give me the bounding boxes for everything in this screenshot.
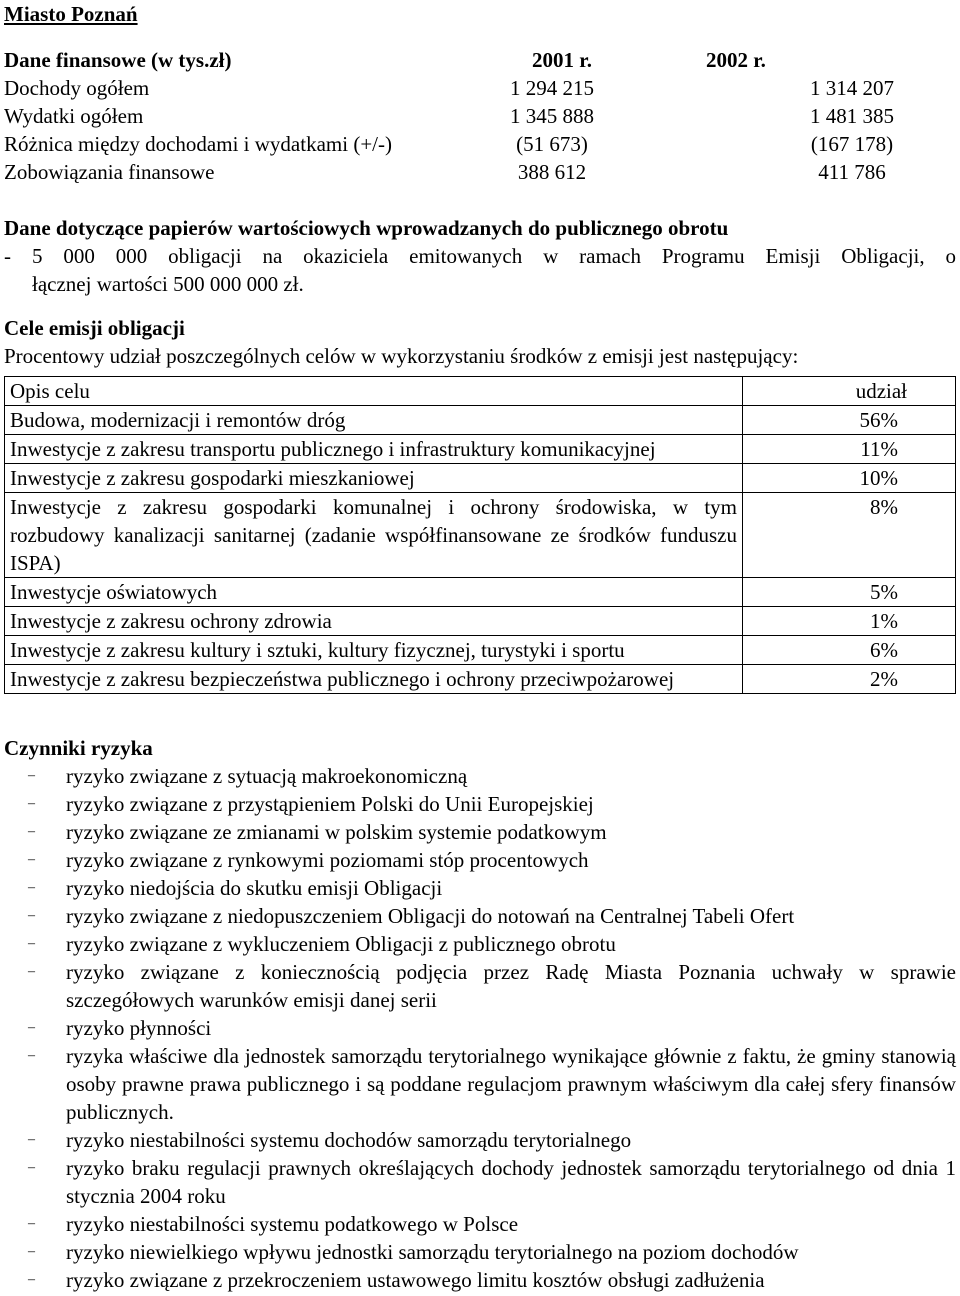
goal-description: Inwestycje z zakresu gospodarki komunalnej i ochrony środowiska, w tym rozbudowy kanalizacji sanitarnej (zadanie współfinansowane ze środków funduszu ISPA) xyxy=(5,493,743,578)
financial-row-value-2002: 1 314 207 xyxy=(810,76,894,100)
dash-bullet: – xyxy=(28,880,35,895)
risk-heading: Czynniki ryzyka xyxy=(4,736,153,760)
risk-text: ryzyko niestabilności systemu dochodów samorządu terytorialnego xyxy=(66,1128,632,1152)
table-row xyxy=(5,636,956,665)
goal-share: 5% xyxy=(743,578,956,607)
risk-text: ryzyko związane z wykluczeniem Obligacji z publicznego obrotu xyxy=(66,932,616,956)
financial-row-label: Dochody ogółem xyxy=(4,76,150,100)
goal-description: Inwestycje z zakresu bezpieczeństwa publicznego i ochrony przeciwpożarowej xyxy=(5,665,743,694)
document-title: Miasto Poznań xyxy=(4,2,138,26)
financial-row-label: Różnica między dochodami i wydatkami (+/-) xyxy=(4,132,392,156)
financial-row-label: Zobowiązania finansowe xyxy=(4,160,215,184)
risk-text: ryzyko związane z koniecznością podjęcia przez Radę Miasta Poznania uchwały w sprawie szczegółowych warunków emisji danej serii xyxy=(66,960,956,1012)
financial-row-value-2001: 1 345 888 xyxy=(510,104,594,128)
goal-description: Inwestycje oświatowych xyxy=(5,578,743,607)
list-item xyxy=(4,1014,956,1042)
goal-share: 6% xyxy=(743,636,956,665)
financial-row-value-2002: 411 786 xyxy=(818,160,886,184)
financial-row xyxy=(4,102,956,130)
risk-text: ryzyko niestabilności systemu podatkowego w Polsce xyxy=(66,1212,519,1236)
goals-header-row xyxy=(5,377,956,406)
dash-bullet: – xyxy=(28,768,35,783)
goals-intro: Procentowy udział poszczególnych celów w wykorzystaniu środków z emisji jest następujący: xyxy=(4,344,799,368)
securities-item xyxy=(4,242,956,270)
dash-bullet: – xyxy=(28,908,35,923)
dash-bullet: – xyxy=(28,824,35,839)
financial-row-value-2002: 1 481 385 xyxy=(810,104,894,128)
list-item xyxy=(4,1042,956,1126)
dash-bullet: – xyxy=(28,852,35,867)
dash-bullet: – xyxy=(28,1160,35,1175)
risk-text: ryzyko związane z sytuacją makroekonomiczną xyxy=(66,764,468,788)
dash-bullet: – xyxy=(28,964,35,979)
securities-section xyxy=(4,214,956,298)
dash-bullet: – xyxy=(28,1132,35,1147)
goal-description: Inwestycje z zakresu ochrony zdrowia xyxy=(5,607,743,636)
dash-bullet: – xyxy=(28,1048,35,1063)
financial-row-value-2002: (167 178) xyxy=(810,132,894,156)
goal-share: 11% xyxy=(743,435,956,464)
risk-text: ryzyko związane z rynkowymi poziomami stóp procentowych xyxy=(66,848,589,872)
goal-share: 56% xyxy=(743,406,956,435)
securities-heading: Dane dotyczące papierów wartościowych wprowadzanych do publicznego obrotu xyxy=(4,216,729,240)
table-row xyxy=(5,406,956,435)
risk-text: ryzyko związane z przystąpieniem Polski do Unii Europejskiej xyxy=(66,792,594,816)
financial-row-value-2001: 388 612 xyxy=(517,160,587,184)
dash-bullet: – xyxy=(28,936,35,951)
list-item xyxy=(4,1266,956,1294)
goal-description: Inwestycje z zakresu gospodarki mieszkaniowej xyxy=(5,464,743,493)
list-item xyxy=(4,846,956,874)
risk-text: ryzyko braku regulacji prawnych określających dochody jednostek samorządu terytorialnego od dnia 1 stycznia 2004 roku xyxy=(66,1156,956,1208)
risk-text: ryzyka właściwe dla jednostek samorządu terytorialnego wynikające głównie z faktu, że gminy stanowią osoby prawne prawa publicznego i są poddane regulacjom prawnym właściwym dla całej sfery finansów publicznych. xyxy=(66,1044,956,1124)
financial-data-section xyxy=(4,46,956,186)
dash-bullet: – xyxy=(28,796,35,811)
securities-item-line1: 5 000 000 obligacji na okaziciela emitowanych w ramach Programu Emisji Obligacji, o xyxy=(32,244,956,268)
risk-section xyxy=(4,734,956,1294)
goals-section xyxy=(4,314,956,370)
risk-text: ryzyko związane ze zmianami w polskim systemie podatkowym xyxy=(66,820,607,844)
table-row xyxy=(5,493,956,578)
risk-text: ryzyko płynności xyxy=(66,1016,212,1040)
list-item xyxy=(4,1210,956,1238)
dash-bullet: – xyxy=(28,1020,35,1035)
financial-row xyxy=(4,74,956,102)
list-item xyxy=(4,930,956,958)
goal-share: 10% xyxy=(743,464,956,493)
financial-header-year-2002: 2002 r. xyxy=(706,48,766,72)
list-item xyxy=(4,790,956,818)
list-item xyxy=(4,818,956,846)
goals-heading: Cele emisji obligacji xyxy=(4,316,185,340)
goal-share: 8% xyxy=(743,493,956,578)
goals-header-description: Opis celu xyxy=(5,377,743,406)
financial-header-label: Dane finansowe (w tys.zł) xyxy=(4,48,232,72)
goals-table xyxy=(4,376,956,694)
table-row xyxy=(5,435,956,464)
goal-description: Inwestycje z zakresu kultury i sztuki, kultury fizycznej, turystyki i sportu xyxy=(5,636,743,665)
goal-description: Budowa, modernizacji i remontów dróg xyxy=(5,406,743,435)
goal-share: 1% xyxy=(743,607,956,636)
list-item xyxy=(4,958,956,1014)
financial-header-row xyxy=(4,46,956,74)
financial-row-label: Wydatki ogółem xyxy=(4,104,144,128)
list-item xyxy=(4,1154,956,1210)
table-row xyxy=(5,464,956,493)
list-item xyxy=(4,1238,956,1266)
securities-item-line2: łącznej wartości 500 000 000 zł. xyxy=(32,272,304,296)
risk-text: ryzyko niewielkiego wpływu jednostki samorządu terytorialnego na poziom dochodów xyxy=(66,1240,799,1264)
list-item xyxy=(4,874,956,902)
financial-row xyxy=(4,158,956,186)
list-item xyxy=(4,1126,956,1154)
dash-bullet: - xyxy=(4,244,11,268)
list-item xyxy=(4,762,956,790)
financial-row-value-2001: (51 673) xyxy=(516,132,588,156)
financial-row-value-2001: 1 294 215 xyxy=(510,76,594,100)
risk-text: ryzyko niedojścia do skutku emisji Obligacji xyxy=(66,876,443,900)
list-item xyxy=(4,902,956,930)
table-row xyxy=(5,665,956,694)
dash-bullet: – xyxy=(28,1272,35,1287)
risk-text: ryzyko związane z niedopuszczeniem Obligacji do notowań na Centralnej Tabeli Ofert xyxy=(66,904,795,928)
financial-header-year-2001: 2001 r. xyxy=(532,48,592,72)
table-row xyxy=(5,578,956,607)
dash-bullet: – xyxy=(28,1244,35,1259)
goal-description: Inwestycje z zakresu transportu publicznego i infrastruktury komunikacyjnej xyxy=(5,435,743,464)
risk-text: ryzyko związane z przekroczeniem ustawowego limitu kosztów obsługi zadłużenia xyxy=(66,1268,765,1292)
dash-bullet: – xyxy=(28,1216,35,1231)
goals-header-share: udział xyxy=(743,377,956,406)
table-row xyxy=(5,607,956,636)
financial-row xyxy=(4,130,956,158)
goal-share: 2% xyxy=(743,665,956,694)
